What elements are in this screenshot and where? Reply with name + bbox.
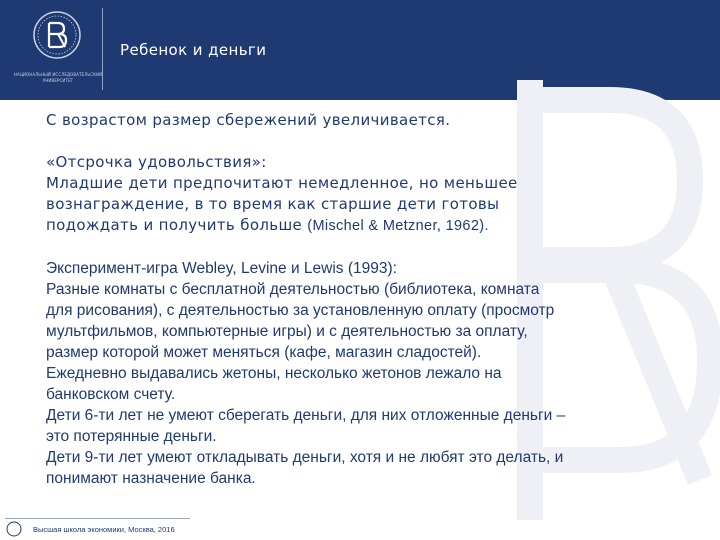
paragraph-delay-line	[46, 215, 666, 237]
experiment-line: Эксперимент-игра Webley, Levine и Lewis (1993):	[46, 260, 397, 277]
experiment-line: для рисования), с деятельностью за установленную оплату (просмотр	[46, 302, 555, 319]
logo-caption: НАЦИОНАЛЬНЫЙ ИССЛЕДОВАТЕЛЬСКИЙ УНИВЕРСИТЕТ	[13, 72, 103, 83]
hse-small-icon	[5, 520, 23, 538]
paragraph-delay-line: вознаграждение, в то время как старшие дети готовы	[46, 195, 500, 213]
delay-text: подождать и получить больше	[46, 216, 308, 234]
experiment-line: мультфильмов, компьютерные игры) и с деятельностью за оплату,	[46, 323, 528, 340]
citation: (Mischel & Metzner, 1962).	[307, 218, 489, 234]
experiment-line: Дети 6-ти лет не умеют сберегать деньги, для них отложенные деньги –	[46, 407, 566, 424]
page-title: Ребенок и деньги	[120, 41, 267, 59]
slide-content	[46, 110, 666, 489]
footer	[5, 518, 720, 540]
hse-emblem-icon	[32, 10, 82, 60]
footer-text: Высшая школа экономики, Москва, 2016	[33, 525, 175, 534]
experiment-line: это потерянные деньги.	[46, 428, 217, 445]
paragraph-delay-heading: «Отсрочка удовольствия»:	[46, 153, 267, 171]
footer-line	[5, 518, 190, 519]
experiment-line: понимают назначение банка.	[46, 470, 256, 487]
hse-logo	[12, 10, 104, 94]
experiment-block	[46, 258, 666, 489]
header-divider	[102, 8, 103, 90]
experiment-line: Дети 9-ти лет умеют откладывать деньги, хотя и не любят это делать, и	[46, 449, 564, 466]
experiment-line: Разные комнаты с бесплатной деятельностью (библиотека, комната	[46, 281, 540, 298]
experiment-line: размер которой может меняться (кафе, магазин сладостей).	[46, 344, 482, 361]
experiment-line: банковском счету.	[46, 386, 176, 403]
paragraph-delay-line: Младшие дети предпочитают немедленное, но меньшее	[46, 174, 518, 192]
experiment-line: Ежедневно выдавались жетоны, несколько жетонов лежало на	[46, 365, 502, 382]
paragraph-savings: С возрастом размер сбережений увеличивается.	[46, 111, 451, 129]
